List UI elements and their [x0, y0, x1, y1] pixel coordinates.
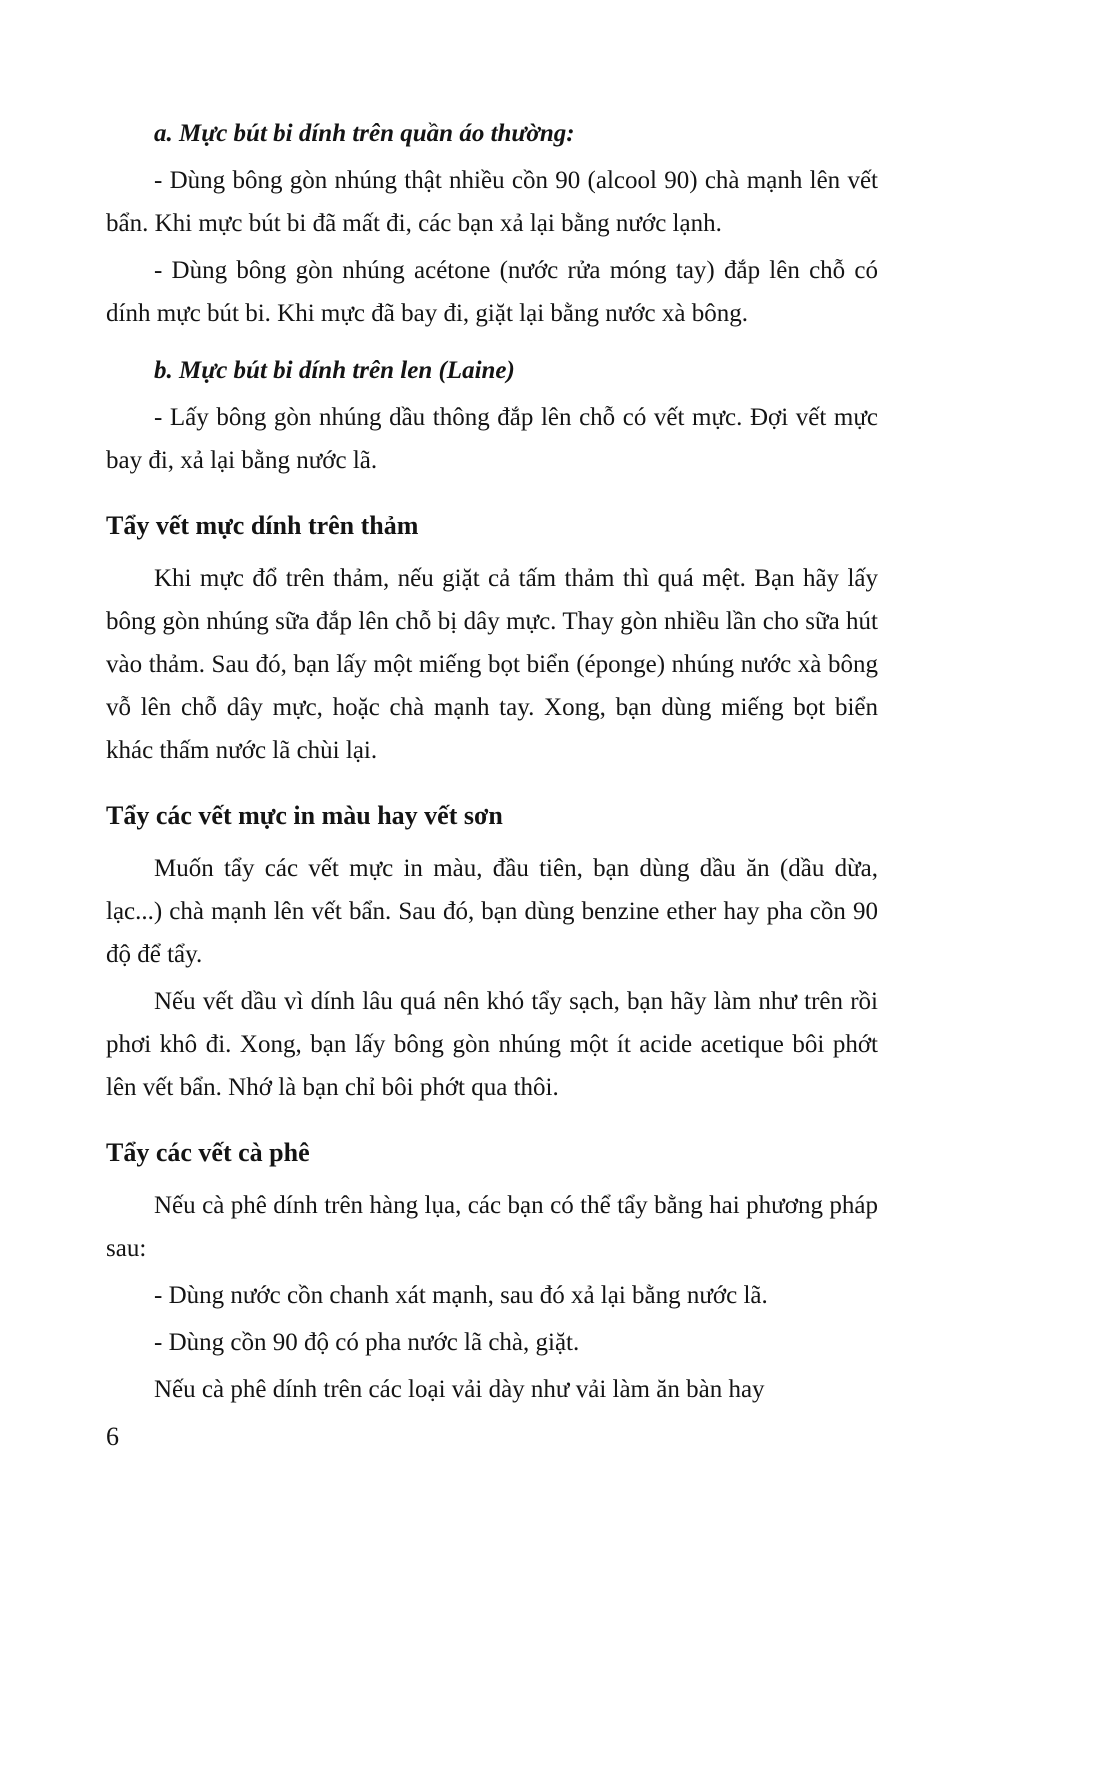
section-heading-b: b. Mực bút bi dính trên len (Laine)	[154, 357, 515, 384]
paragraph: - Dùng nước cồn chanh xát mạnh, sau đó xả lại bằng nước lã.	[154, 1282, 768, 1309]
page-body-text	[106, 98, 878, 1415]
section-heading-paint: Tẩy các vết mực in màu hay vết sơn	[106, 801, 503, 830]
paragraph: - Dùng cồn 90 độ có pha nước lã chà, giặt.	[154, 1329, 580, 1356]
paragraph: - Lấy bông gòn nhúng dầu thông đắp lên chỗ có vết mực. Đợi vết mực bay đi, xả lại bằng nước lã.	[106, 404, 878, 474]
paragraph: - Dùng bông gòn nhúng acétone (nước rửa móng tay) đắp lên chỗ có dính mực bút bi. Khi mực đã bay đi, giặt lại bằng nước xà bông.	[106, 257, 878, 327]
section-heading-coffee: Tẩy các vết cà phê	[106, 1138, 310, 1167]
section-heading-carpet: Tẩy vết mực dính trên thảm	[106, 511, 419, 540]
paragraph: Nếu vết dầu vì dính lâu quá nên khó tẩy sạch, bạn hãy làm như trên rồi phơi khô đi. Xong, bạn lấy bông gòn nhúng một ít acide acetique bôi phớt lên vết bẩn. Nhớ là bạn chỉ bôi phớt qua thôi.	[106, 988, 878, 1101]
paragraph: Muốn tẩy các vết mực in màu, đầu tiên, bạn dùng dầu ăn (dầu dừa, lạc...) chà mạnh lên vết bẩn. Sau đó, bạn dùng benzine ether hay pha cồn 90 độ để tẩy.	[106, 855, 878, 968]
section-heading-a: a. Mực bút bi dính trên quần áo thường:	[154, 120, 575, 147]
paragraph: Khi mực đổ trên thảm, nếu giặt cả tấm thảm thì quá mệt. Bạn hãy lấy bông gòn nhúng sữa đắp lên chỗ bị dây mực. Thay gòn nhiều lần cho sữa hút vào thảm. Sau đó, bạn lấy một miếng bọt biển (éponge) nhúng nước xà bông vỗ lên chỗ dây mực, hoặc chà mạnh tay. Xong, bạn dùng miếng bọt biển khác thấm nước lã chùi lại.	[106, 565, 878, 764]
paragraph: Nếu cà phê dính trên các loại vải dày như vải làm ăn bàn hay	[154, 1376, 765, 1403]
paragraph: Nếu cà phê dính trên hàng lụa, các bạn có thể tẩy bằng hai phương pháp sau:	[106, 1192, 878, 1262]
page-number: 6	[106, 1422, 119, 1451]
paragraph: - Dùng bông gòn nhúng thật nhiều cồn 90 (alcool 90) chà mạnh lên vết bẩn. Khi mực bút bi đã mất đi, các bạn xả lại bằng nước lạnh.	[106, 167, 878, 237]
